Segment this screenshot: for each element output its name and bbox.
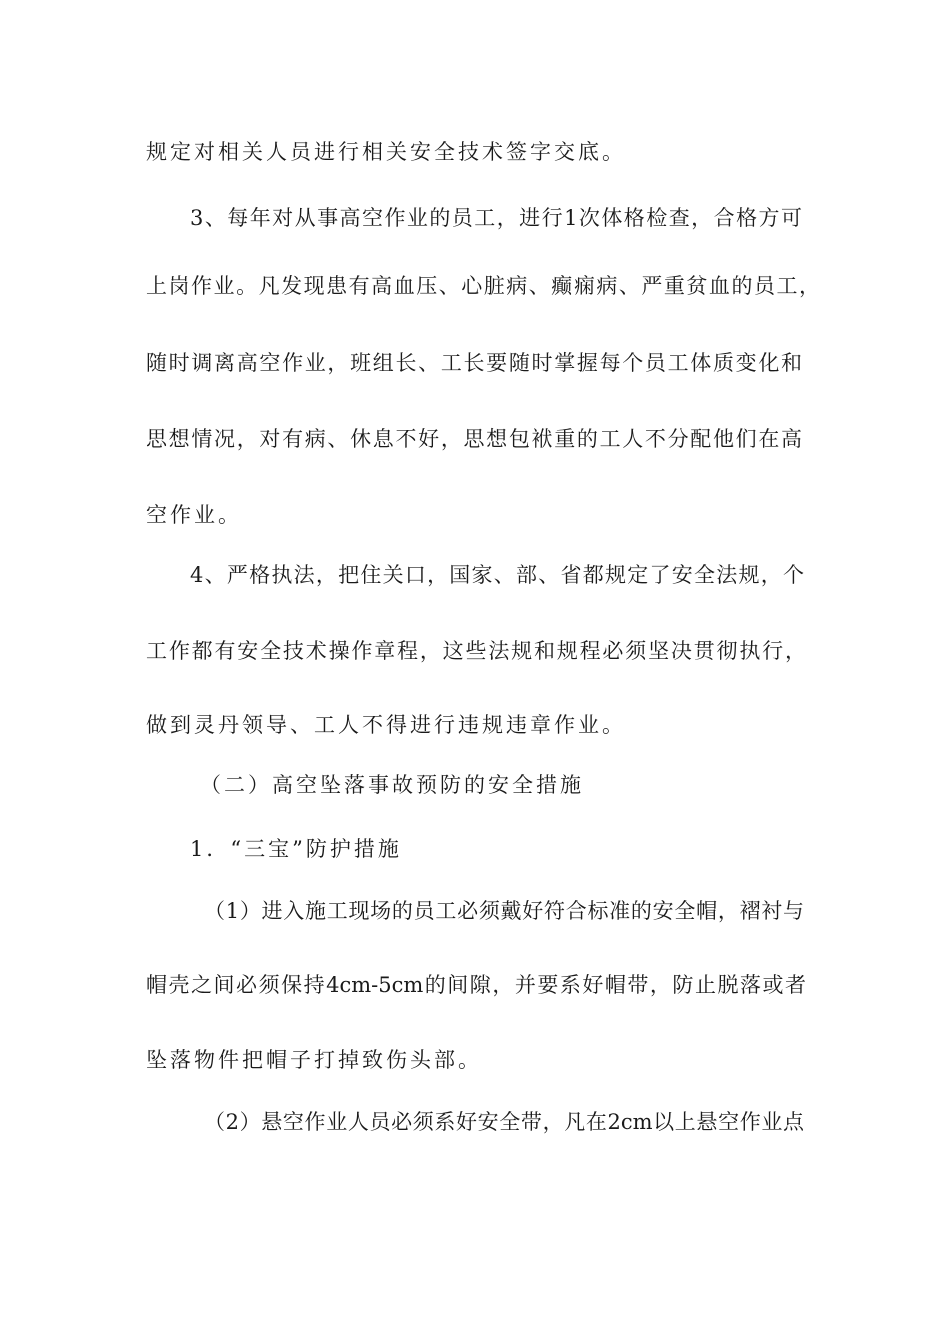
item-1-line-1: （1）进入施工现场的员工必须戴好符合标准的安全帽，褶衬与 [204, 899, 804, 923]
paragraph-4-line-2: 工作都有安全技术操作章程，这些法规和规程必须坚决贯彻执行， [146, 639, 806, 663]
item-1-line-3: 坠落物件把帽子打掉致伤头部。 [146, 1048, 482, 1072]
paragraph-3-line-3: 随时调离高空作业，班组长、工长要随时掌握每个员工体质变化和 [146, 351, 802, 375]
subsection-heading: 1．“三宝”防护措施 [190, 837, 402, 861]
paragraph-3-line-4: 思想情况，对有病、休息不好，思想包袱重的工人不分配他们在高 [146, 427, 802, 451]
paragraph-3-line-5: 空作业。 [146, 503, 242, 527]
item-2-line-1: （2）悬空作业人员必须系好安全带，凡在2cm以上悬空作业点 [204, 1110, 804, 1134]
paragraph-4-line-3: 做到灵丹领导、工人不得进行违规违章作业。 [146, 713, 626, 737]
paragraph-4-line-1: 4、严格执法，把住关口，国家、部、省都规定了安全法规，个 [190, 563, 804, 587]
item-1-line-2: 帽壳之间必须保持4cm-5cm的间隙，并要系好帽带，防止脱落或者 [146, 973, 806, 997]
paragraph-3-line-1: 3、每年对从事高空作业的员工，进行1次体格检查，合格方可 [190, 206, 802, 230]
paragraph-3-line-2: 上岗作业。凡发现患有高血压、心脏病、癫痫病、严重贫血的员工， [146, 274, 820, 298]
text-line-1: 规定对相关人员进行相关安全技术签字交底。 [146, 140, 626, 164]
section-heading: （二）高空坠落事故预防的安全措施 [200, 773, 584, 797]
